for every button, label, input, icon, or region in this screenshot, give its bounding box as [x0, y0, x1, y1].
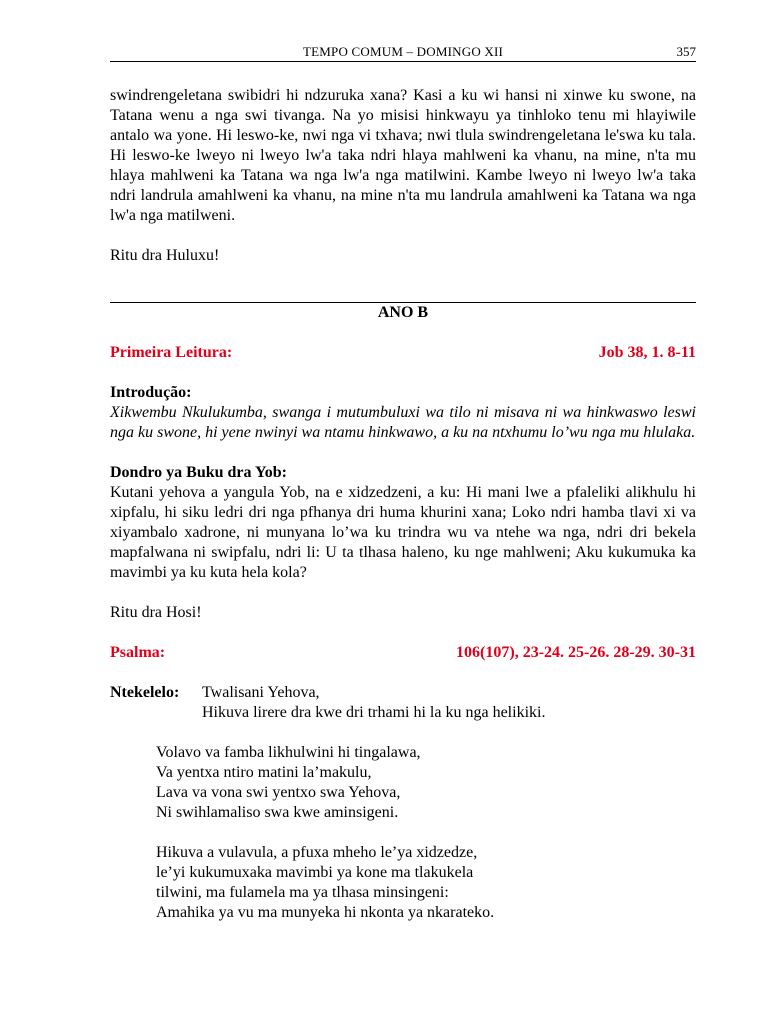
stanza-line: Va yentxa ntiro matini la’makulu, [156, 764, 372, 781]
page-number: 357 [676, 44, 696, 59]
first-reading-heading [110, 343, 696, 363]
header-title: TEMPO COMUM – DOMINGO XII [303, 44, 503, 59]
psalm-heading [110, 643, 696, 663]
first-reading-reference: Job 38, 1. 8-11 [598, 344, 696, 361]
introducao-text: Xikwembu Nkulukumba, swanga i mutumbuluxi wa tilo ni misava ni wa hinkwaswo leswi nga ku swone, hi yene nwinyi wa ntamu hinkwawo, a ku na ntxhumu lo’wu nga mu hlulaka. [110, 404, 696, 441]
section-title: ANO B [377, 304, 429, 321]
page-body [110, 86, 696, 923]
stanza-line: le’yi kukumuxaka mavimbi ya kone ma tlakukela [156, 864, 474, 881]
header-divider [110, 61, 696, 62]
stanza-line: Lava va vona swi yentxo swa Yehova, [156, 784, 401, 801]
stanza-line: Hikuva a vulavula, a pfuxa mheho le’ya xidzedze, [156, 844, 478, 861]
stanza-line: Amahika ya vu ma munyeka hi nkonta ya nkarateko. [156, 904, 495, 921]
stanza-line: tilwini, ma fulamela ma ya tlhasa minsingeni: [156, 884, 449, 901]
ntekelelo-line-2 [110, 703, 696, 723]
closing-acclamation-1: Ritu dra Huluxu! [110, 247, 220, 264]
ntekelelo-text-2: Hikuva lirere dra kwe dri trhami hi la ku nga helikiki. [202, 704, 546, 721]
reading-label: Dondro ya Buku dra Yob: [110, 464, 287, 481]
ntekelelo-label: Ntekelelo: [110, 684, 180, 701]
reading-text: Kutani yehova a yangula Yob, na e xidzedzeni, a ku: Hi mani lwe a pfaleliki alikhulu hi xipfalu, hi siku ledri dri nga pfhanya dri huma khurini xana; Loko ndri hamba tlavi xi va xiyambalo xadrone, ni munyana lo’wa ku trindra wu va ntehe wa nga, ndri dri bekela mapfalwana ni swipfalu, ndri li: U ta tlhasa haleno, ku nge mahlweni; Aku kukumuka ka mavimbi ya ku kuta hela kola? [110, 484, 696, 581]
psalm-stanza [110, 843, 696, 923]
psalm-stanza [110, 743, 696, 823]
psalm-label: Psalma: [110, 644, 166, 661]
ntekelelo-line-1 [110, 683, 696, 703]
psalm-reference: 106(107), 23-24. 25-26. 28-29. 30-31 [456, 644, 696, 661]
ntekelelo-text-1: Twalisani Yehova, [202, 684, 320, 701]
stanza-line: Volavo va famba likhulwini hi tingalawa, [156, 744, 421, 761]
stanza-line: Ni swihlamaliso swa kwe aminsigeni. [156, 804, 399, 821]
intro-paragraph: swindrengeletana swibidri hi ndzuruka xana? Kasi a ku wi hansi ni xinwe ku swone, na Tatana wenu a nga swi tivanga. Na yo misisi hinkwayu ya tinhloko tenu mi hlayiwile antalo wa yone. Hi leswo-ke, nwi nga vi txhava; nwi tlula swindrengeletana le'swa ku tala. Hi leswo-ke lweyo ni lweyo lw'a taka ndri hlaya mahlweni ka vhanu, na mine, n'ta mu hlaya mahlweni ka Tatana wa nga lw'a nga matilwini. Kambe lweyo ni lweyo lw'a taka ndri landrula amahlweni ka vhanu, na mine n'ta mu landrula amahlweni ka Tatana wa nga lw'a nga matilweni. [110, 87, 696, 224]
closing-acclamation-2: Ritu dra Hosi! [110, 604, 202, 621]
introducao-label: Introdução: [110, 384, 192, 401]
first-reading-label: Primeira Leitura: [110, 344, 233, 361]
